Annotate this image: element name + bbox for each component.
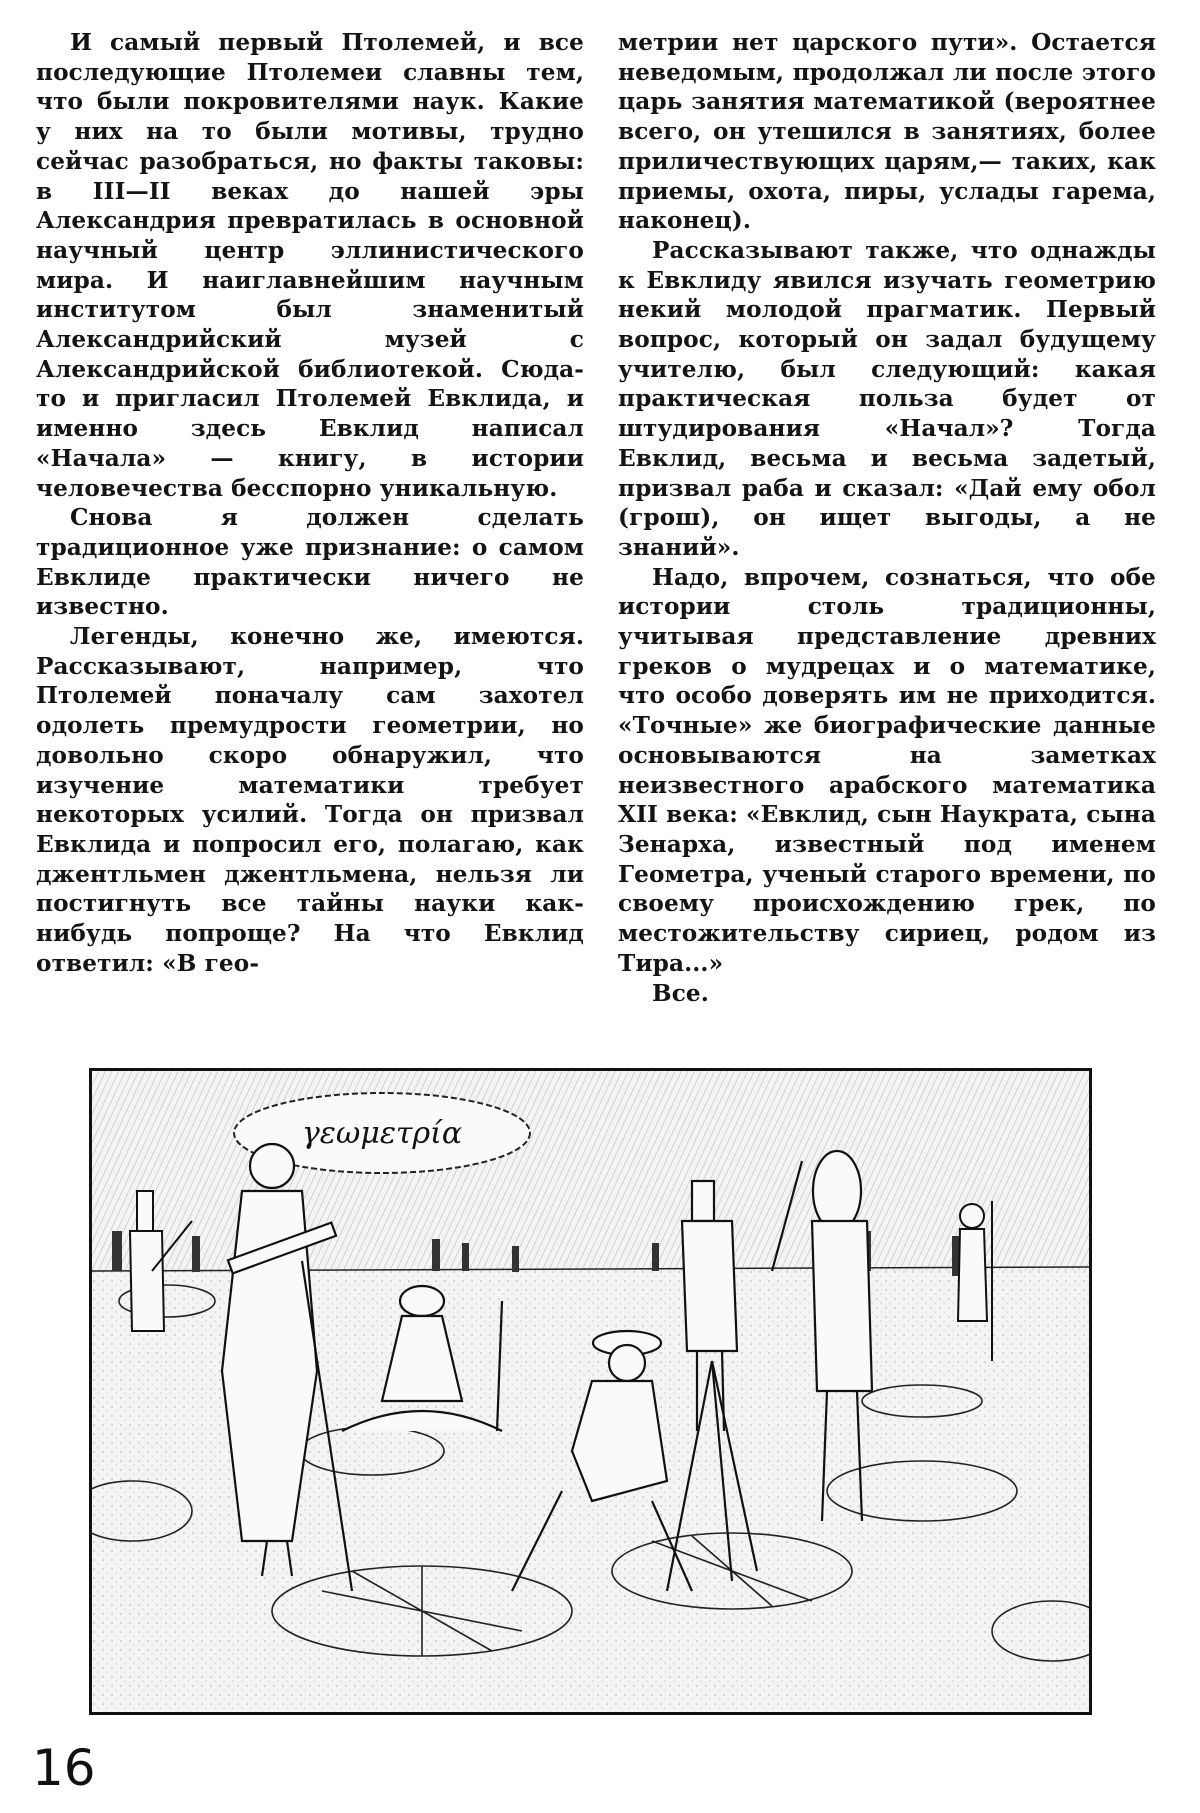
left-text-column: [36, 28, 584, 979]
geometry-illustration: [89, 1068, 1092, 1715]
sketch-drawing: [92, 1071, 1089, 1712]
right-text-column: [618, 28, 1156, 1008]
page-number: 16: [32, 1739, 96, 1797]
paragraph-ptolemies: И самый первый Птолемей, и все последующие Птолемеи славны тем, что были покровителями наук. Какие у них на то были мотивы, трудно сейчас разобраться, но факты таковы: в III—II веках до нашей эры Александрия превратилась в основной научный центр эллинистического мира. И наиглавнейшим научным институтом был знаменитый Александрийский музей с Александрийской библиотекой. Сюда-то и пригласил Птолемей Евклида, и именно здесь Евклид написал «Начала» — книгу, в истории человечества бесспорно уникальную.: [36, 29, 584, 502]
paragraph-royal-road: метрии нет царского пути». Остается неведомым, продолжал ли после этого царь занятия математикой (вероятнее всего, он утешился в занятиях, более приличествующих царям,— таких, как приемы, охота, пиры, услады гарема, наконец).: [618, 29, 1156, 235]
paragraph-pragmatist: Рассказывают также, что однажды к Евклиду явился изучать геометрию некий молодой прагматик. Первый вопрос, который он задал будущему учителю, был следующий: какая практическая польза будет от штудирования «Начал»? Тогда Евклид, весьма и весьма задетый, призвал раба и сказал: «Дай ему обол (грош), он ищет выгоды, а не знаний».: [618, 236, 1156, 561]
paragraph-biography: Надо, впрочем, сознаться, что обе истории столь традиционны, учитывая представление древних греков о мудрецах и о математике, что особо доверять им не приходится. «Точные» же биографические данные основываются на заметках неизвестного арабского математика XII века: «Евклид, сын Наукрата, сына Зенарха, известный под именем Геометра, ученый старого времени, по своему происхождению грек, по местожительству сириец, родом из Тира...»: [618, 563, 1156, 977]
paragraph-confession: Снова я должен сделать традиционное уже признание: о самом Евклиде практически ничего не известно.: [36, 504, 584, 621]
paragraph-all: Все.: [652, 979, 709, 1007]
cloud-caption: γεωμετρία: [301, 1116, 463, 1151]
paragraph-legends: Легенды, конечно же, имеются. Рассказывают, например, что Птолемей поначалу сам захотел одолеть премудрости геометрии, но довольно скоро обнаружил, что изучение математики требует некоторых усилий. Тогда он призвал Евклида и попросил его, полагаю, как джентльмен джентльмена, нельзя ли постигнуть все тайны науки как-нибудь попроще? На что Евклид ответил: «В гео-: [36, 623, 584, 977]
